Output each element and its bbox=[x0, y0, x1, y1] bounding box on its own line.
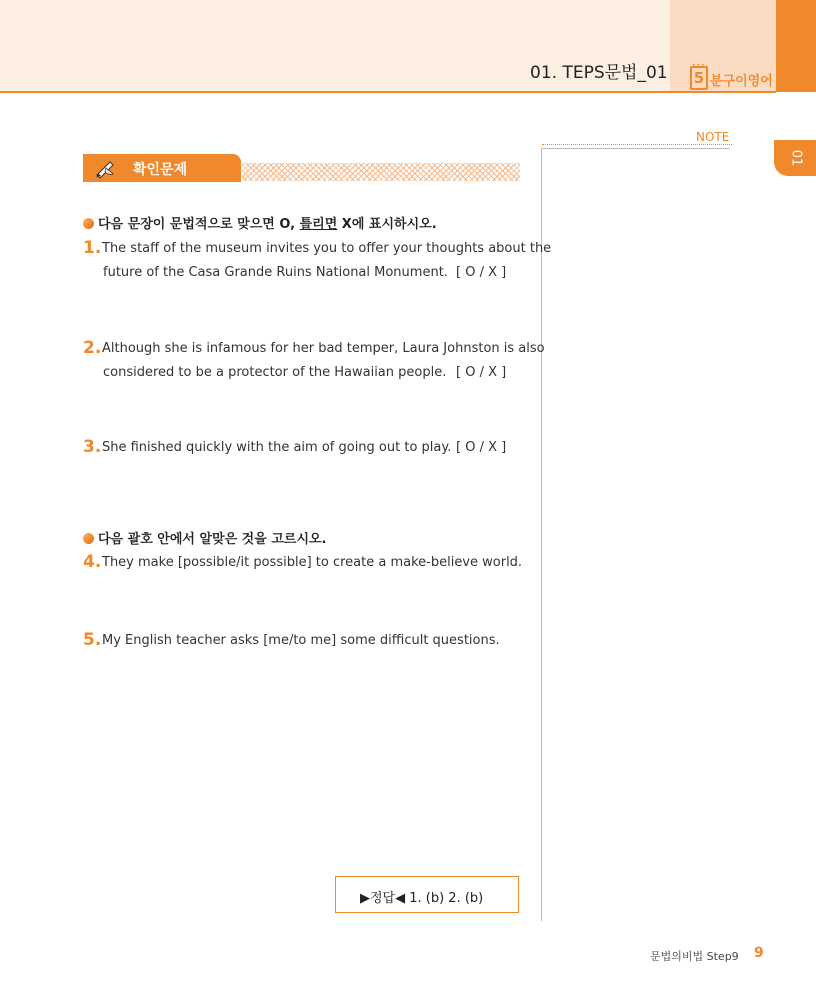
question-number: 2. bbox=[83, 338, 102, 358]
chapter-side-tab[interactable] bbox=[774, 140, 816, 176]
answer-text: ▶정답◀ 1. (b) 2. (b) bbox=[360, 891, 484, 906]
page-number: 9 bbox=[754, 945, 764, 961]
note-dotted-divider bbox=[542, 144, 732, 145]
note-area bbox=[541, 148, 730, 921]
brand-logo bbox=[690, 62, 773, 90]
section-header-pattern bbox=[242, 163, 520, 181]
logo-dots: ••• bbox=[692, 62, 706, 69]
chapter-title: 01. TEPS문법_01 bbox=[530, 63, 668, 83]
logo-number: 5 bbox=[690, 66, 708, 90]
header-divider bbox=[0, 91, 776, 93]
answer-box bbox=[335, 876, 519, 913]
note-label: NOTE bbox=[696, 130, 730, 144]
question-text: They make [possible/it possible] to create a make-believe world. bbox=[102, 555, 523, 570]
pencil-hand-icon bbox=[93, 156, 117, 180]
ox-choice[interactable]: [ O / X ] bbox=[456, 365, 507, 380]
bullet-icon bbox=[83, 533, 94, 544]
ox-choice[interactable]: [ O / X ] bbox=[456, 440, 507, 455]
side-tab-label: 01 bbox=[787, 149, 803, 167]
instruction-2: 다음 괄호 안에서 알맞은 것을 고르시오. bbox=[83, 528, 327, 547]
ox-choice[interactable]: [ O / X ] bbox=[456, 265, 507, 280]
question-number: 1. bbox=[83, 238, 102, 258]
question-number: 4. bbox=[83, 552, 102, 572]
question-number: 3. bbox=[83, 437, 102, 457]
header-band-accent bbox=[776, 0, 816, 92]
question-text: Although she is infamous for her bad temper, Laura Johnston is also bbox=[102, 341, 545, 356]
bullet-icon bbox=[83, 218, 94, 229]
section-header bbox=[83, 154, 241, 182]
question-text: considered to be a protector of the Hawaiian people. bbox=[103, 365, 447, 380]
question-number: 5. bbox=[83, 630, 102, 650]
question-text: future of the Casa Grande Ruins National Monument. bbox=[103, 265, 448, 280]
instruction-1: 다음 문장이 문법적으로 맞으면 O, 틀리면 X에 표시하시오. bbox=[83, 213, 437, 232]
logo-text: 분구이영어 bbox=[710, 74, 773, 89]
question-text: She finished quickly with the aim of going out to play. bbox=[102, 440, 452, 455]
section-title: 확인문제 bbox=[133, 162, 188, 178]
footer-book-title: 문법의비법 Step9 bbox=[650, 950, 739, 963]
question-text: The staff of the museum invites you to offer your thoughts about the bbox=[102, 241, 552, 256]
question-text: My English teacher asks [me/to me] some difficult questions. bbox=[102, 633, 500, 648]
